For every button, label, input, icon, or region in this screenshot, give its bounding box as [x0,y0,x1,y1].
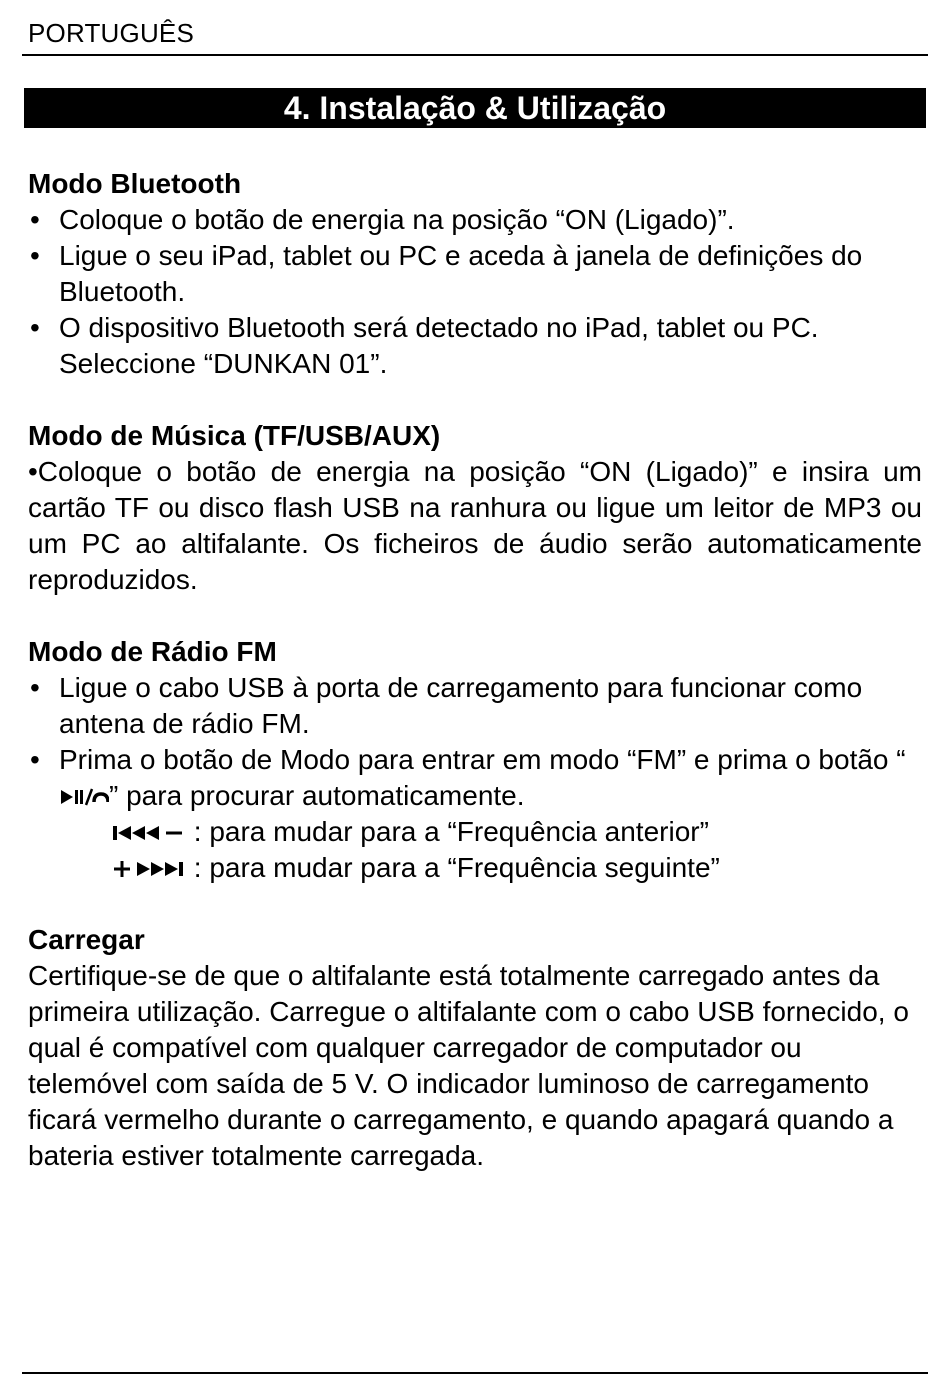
next-frequency-line [28,850,922,886]
list-item: • O dispositivo Bluetooth será detectado no iPad, tablet ou PC. Seleccione “DUNKAN 01”. [28,310,922,382]
bluetooth-section [28,166,922,382]
section-title-banner: 4. Instalação & Utilização [24,88,926,128]
next-frequency-text: : para mudar para a “Frequência seguinte” [186,852,720,883]
bluetooth-list [28,202,922,382]
list-item: • Coloque o botão de energia na posição “ON (Ligado)”. [28,202,922,238]
charging-heading: Carregar [28,924,145,955]
list-item: • Ligue o seu iPad, tablet ou PC e aceda à janela de definições do Bluetooth. [28,238,922,310]
charging-section [28,922,922,1174]
list-item [28,742,922,814]
music-paragraph: •Coloque o botão de energia na posição “ON (Ligado)” e insira um cartão TF ou disco flash USB na ranhura ou ligue um leitor de MP3 ou um PC ao altifalante. Os ficheiros de áudio serão automaticamente reproduzidos. [28,456,922,595]
previous-frequency-text: : para mudar para a “Frequência anterior” [186,816,709,847]
radio-item2-prefix: Prima o botão de Modo para entrar em modo “FM” e prima o botão “ [59,744,906,775]
language-label: PORTUGUÊS [28,18,195,48]
play-pause-phone-icon [59,787,109,807]
music-section [28,418,922,598]
previous-frequency-line [28,814,922,850]
bottom-divider [22,1372,928,1374]
music-heading: Modo de Música (TF/USB/AUX) [28,420,441,451]
bluetooth-heading: Modo Bluetooth [28,168,242,199]
radio-section [28,634,922,886]
top-divider [22,54,928,56]
radio-heading: Modo de Rádio FM [28,636,277,667]
radio-item2-suffix: ” para procurar automaticamente. [109,780,525,811]
list-item: • Ligue o cabo USB à porta de carregamento para funcionar como antena de rádio FM. [28,670,922,742]
plus-next-icon [110,859,186,879]
content [28,166,922,1210]
radio-list [28,670,922,814]
charging-paragraph: Certifique-se de que o altifalante está totalmente carregado antes da primeira utilização. Carregue o altifalante com o cabo USB fornecido, o qual é compatível com qualquer carregador de computador ou telemóvel com saída de 5 V. O indicador luminoso de carregamento ficará vermelho durante o carregamento, e quando apagará quando a bateria estiver totalmente carregada. [28,960,909,1171]
previous-minus-icon [110,823,186,843]
